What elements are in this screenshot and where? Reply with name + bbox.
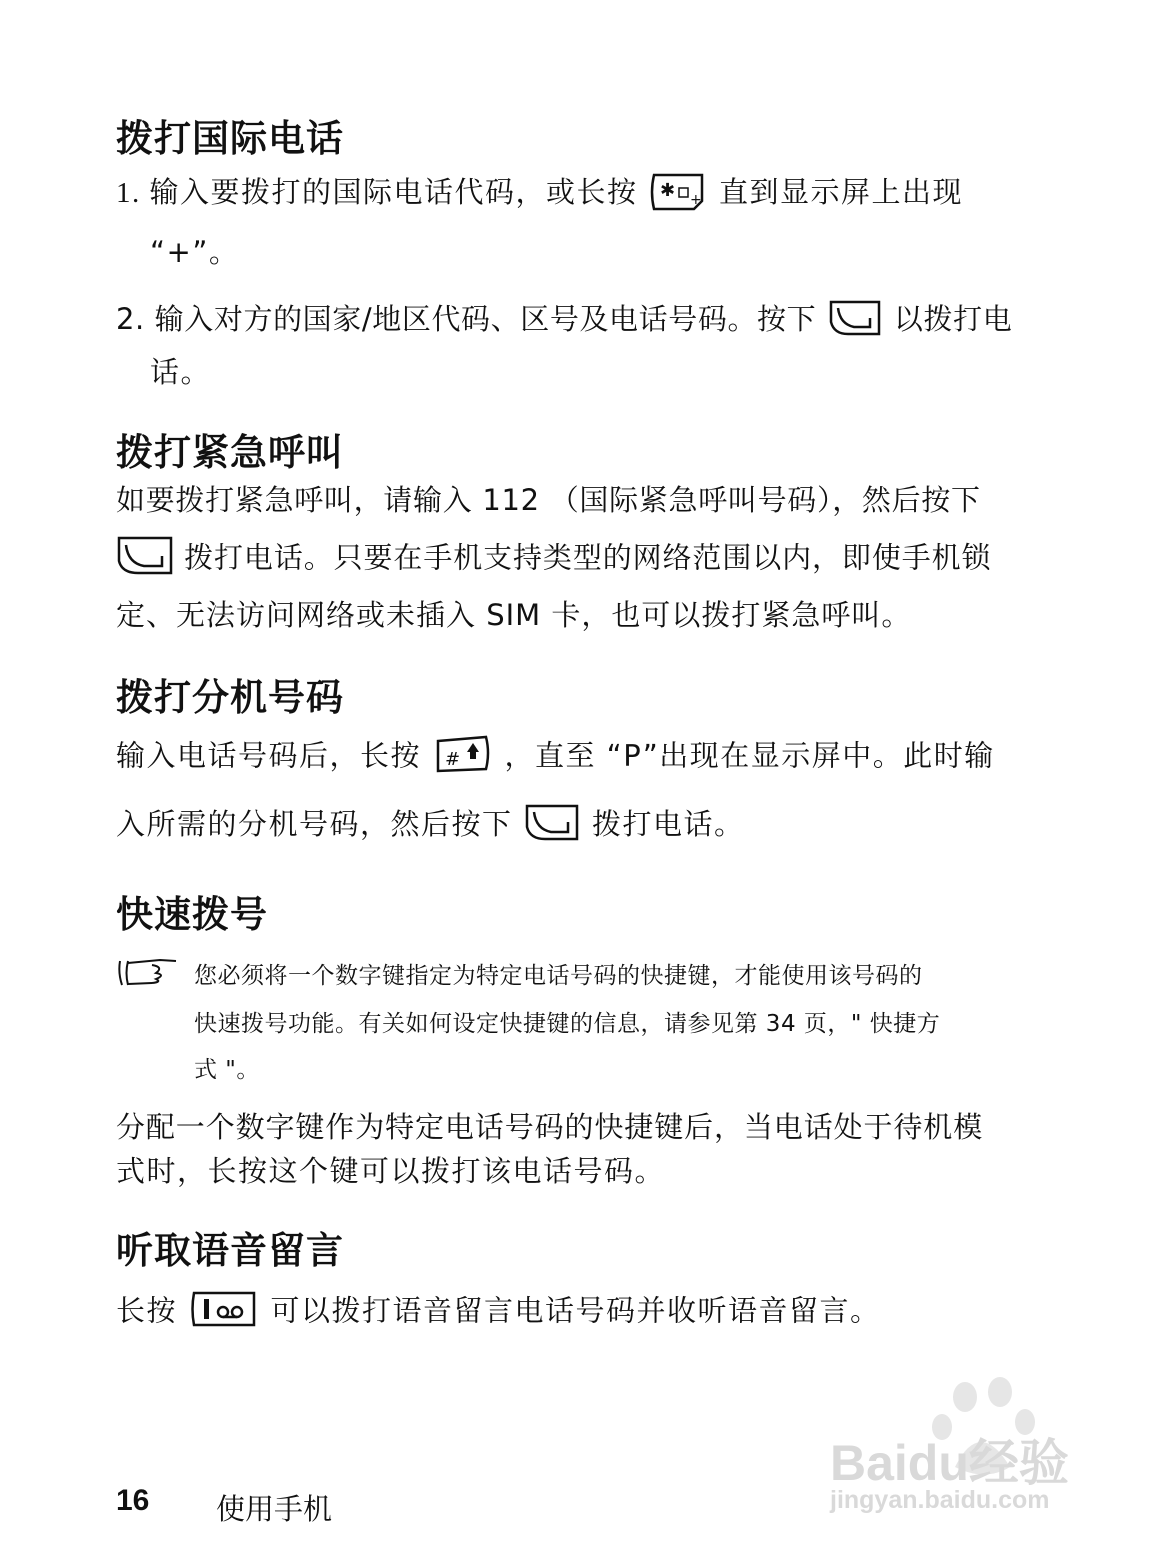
extension-line-1: 输入电话号码后，长按 # ，直至 “P”出现在显示屏中。此时输 [116,733,995,782]
intl-step-2-cont: 话。 [150,355,212,389]
svg-text:✱: ✱ [660,179,677,201]
intl-step-1: 1. 输入要拨打的国际电话代码，或长按 ✱ + 直到显示屏上出现 [116,170,963,218]
intl-step-2: 2. 输入对方的国家/地区代码、区号及电话号码。按下 以拨打电 [116,297,1012,345]
chapter-title: 使用手机 [216,1492,333,1526]
section-title-voicemail: 听取语音留言 [116,1229,344,1272]
call-send-key-icon [826,298,884,345]
pointing-hand-note-icon [116,955,182,993]
speed-dial-line-1: 分配一个数字键作为特定电话号码的快捷键后，当电话处于待机模 [116,1110,984,1144]
speed-dial-line-2: 式时，长按这个键可以拨打该电话号码。 [116,1154,666,1188]
note-line-2: 快速拨号功能。有关如何设定快捷键的信息，请参见第 34 页，" 快捷方 [194,1011,941,1037]
extension-line-2: 入所需的分机号码，然后按下 拨打电话。 [116,802,744,850]
section-title-emergency: 拨打紧急呼叫 [116,431,344,474]
hash-shift-key-icon [432,733,494,782]
section-title-international: 拨打国际电话 [116,117,344,160]
svg-text:+: + [690,191,704,208]
call-send-key-icon [116,535,174,584]
star-plus-key-icon [648,171,708,218]
emergency-line-1: 如要拨打紧急呼叫，请输入 112 （国际紧急呼叫号码），然后按下 [116,483,981,517]
svg-text:#: # [444,749,462,770]
section-title-speed-dial: 快速拨号 [116,893,268,936]
voicemail-1-key-icon [188,1287,260,1338]
emergency-line-2: 拨打电话。只要在手机支持类型的网络范围以内，即使手机锁 [116,535,991,584]
intl-step-1-cont: “+”。 [150,235,240,269]
call-send-key-icon [523,803,581,850]
note-line-3: 式 "。 [194,1057,260,1083]
section-title-extension: 拨打分机号码 [116,676,344,719]
emergency-line-3: 定、无法访问网络或未插入 SIM 卡，也可以拨打紧急呼叫。 [116,598,912,632]
voicemail-line: 长按 可以拨打语音留言电话号码并收听语音留言。 [116,1287,880,1338]
watermark-url: jingyan.baidu.com [830,1486,1050,1514]
note-line-1: 您必须将一个数字键指定为特定电话号码的快捷键，才能使用该号码的 [194,963,923,989]
page-number: 16 [116,1484,150,1517]
watermark-brand: Baidu经验 [830,1435,1069,1491]
